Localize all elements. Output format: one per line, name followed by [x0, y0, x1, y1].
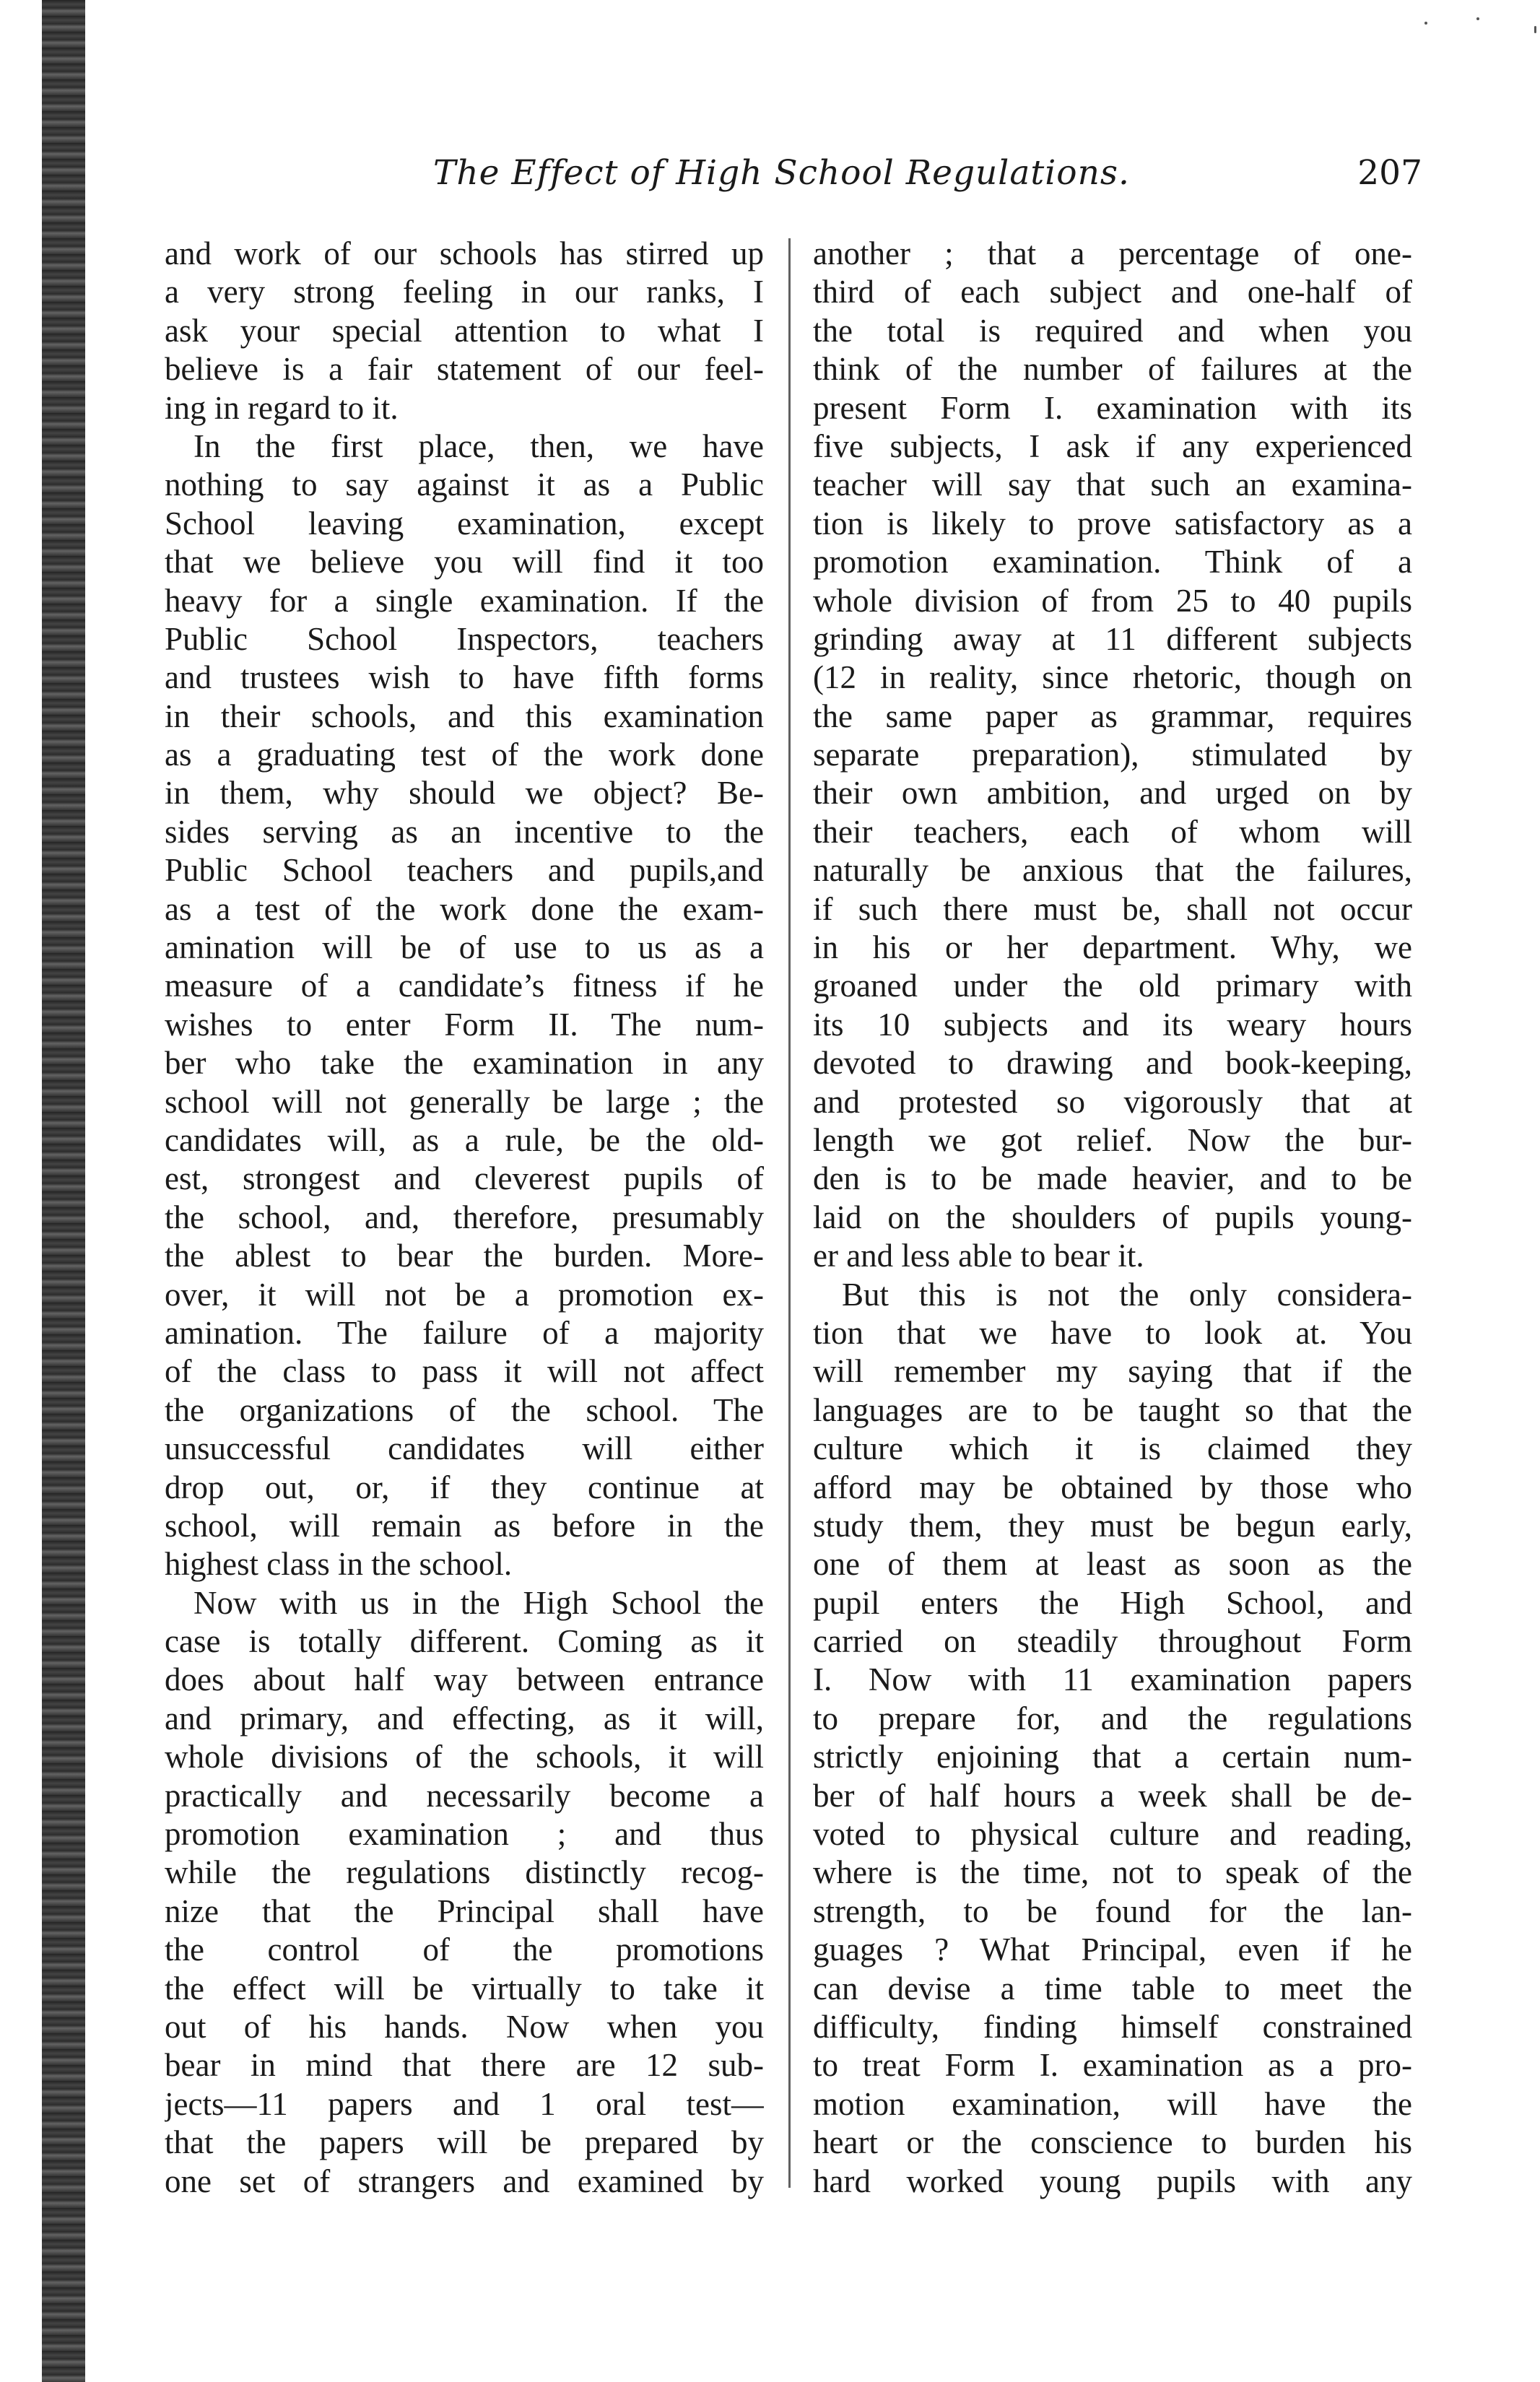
- text-line: does about half way between entrance: [165, 1661, 764, 1698]
- text-line: wishes to enter Form II. The num-: [165, 1006, 764, 1043]
- text-line: amination will be of use to us as a: [165, 929, 764, 966]
- text-line: present Form I. examination with its: [813, 389, 1412, 426]
- text-line: believe is a fair statement of our feel-: [165, 351, 764, 388]
- text-line: ber of half hours a week shall be de-: [813, 1777, 1412, 1814]
- text-line: voted to physical culture and reading,: [813, 1816, 1412, 1853]
- text-line: culture which it is claimed they: [813, 1430, 1412, 1467]
- text-line: in his or her department. Why, we: [813, 929, 1412, 966]
- page-number: 207: [1357, 153, 1422, 193]
- text-line: guages ? What Principal, even if he: [813, 1931, 1412, 1968]
- text-line: case is totally different. Coming as it: [165, 1623, 764, 1660]
- text-line: (12 in reality, since rhetoric, though on: [813, 659, 1412, 696]
- text-line: school, will remain as before in the: [165, 1507, 764, 1544]
- text-line: candidates will, as a rule, be the old-: [165, 1121, 764, 1158]
- running-head-title: The Effect of High School Regulations.: [433, 153, 1130, 193]
- text-line: jects—11 papers and 1 oral test—: [165, 2085, 764, 2122]
- text-line: while the regulations distinctly recog-: [165, 1854, 764, 1891]
- text-line: But this is not the only considera-: [842, 1276, 1412, 1313]
- text-line: carried on steadily throughout Form: [813, 1623, 1412, 1660]
- text-line: if such there must be, shall not occur: [813, 890, 1412, 927]
- text-line: devoted to drawing and book-keeping,: [813, 1045, 1412, 1082]
- text-line: the effect will be virtually to take it: [165, 1970, 764, 2007]
- text-line: teacher will say that such an examina-: [813, 466, 1412, 503]
- text-line: in them, why should we object? Be-: [165, 775, 764, 812]
- text-line: groaned under the old primary with: [813, 968, 1412, 1004]
- text-line: languages are to be taught so that the: [813, 1391, 1412, 1428]
- text-line: whole division of from 25 to 40 pupils: [813, 582, 1412, 619]
- text-line: tion is likely to prove satisfactory as a: [813, 505, 1412, 542]
- text-line: will remember my saying that if the: [813, 1353, 1412, 1390]
- text-line: strength, to be found for the lan-: [813, 1892, 1412, 1929]
- text-line: their teachers, each of whom will: [813, 813, 1412, 850]
- text-line: est, strongest and cleverest pupils of: [165, 1160, 764, 1197]
- left-text-column: [165, 235, 764, 2201]
- text-line: difficulty, finding himself constrained: [813, 2008, 1412, 2045]
- text-line: pupil enters the High School, and: [813, 1584, 1412, 1621]
- text-line: er and less able to bear it.: [813, 1238, 1144, 1274]
- text-line: Now with us in the High School the: [193, 1584, 764, 1621]
- text-line: to prepare for, and the regulations: [813, 1700, 1412, 1736]
- running-head: [433, 153, 1422, 204]
- text-line: a very strong feeling in our ranks, I: [165, 274, 764, 310]
- text-line: amination. The failure of a majority: [165, 1314, 764, 1351]
- text-line: laid on the shoulders of pupils young-: [813, 1199, 1412, 1235]
- text-line: their own ambition, and urged on by: [813, 775, 1412, 812]
- text-line: den is to be made heavier, and to be: [813, 1160, 1412, 1197]
- text-line: third of each subject and one-half of: [813, 274, 1412, 310]
- text-line: the control of the promotions: [165, 1931, 764, 1968]
- text-line: that we believe you will find it too: [165, 544, 764, 581]
- text-line: highest class in the school.: [165, 1546, 513, 1583]
- text-line: nize that the Principal shall have: [165, 1892, 764, 1929]
- text-line: and trustees wish to have fifth forms: [165, 659, 764, 696]
- text-line: the ablest to bear the burden. More-: [165, 1238, 764, 1274]
- text-line: promotion examination ; and thus: [165, 1816, 764, 1853]
- text-line: to treat Form I. examination as a pro-: [813, 2047, 1412, 2084]
- text-line: another ; that a percentage of one-: [813, 235, 1412, 271]
- text-line: naturally be anxious that the failures,: [813, 852, 1412, 889]
- text-line: the organizations of the school. The: [165, 1391, 764, 1428]
- text-line: ask your special attention to what I: [165, 312, 764, 349]
- text-line: and protested so vigorously that at: [813, 1083, 1412, 1120]
- text-line: motion examination, will have the: [813, 2085, 1412, 2122]
- text-line: grinding away at 11 different subjects: [813, 620, 1412, 657]
- right-text-column: [813, 235, 1412, 2201]
- text-line: strictly enjoining that a certain num-: [813, 1739, 1412, 1775]
- text-line: length we got relief. Now the bur-: [813, 1121, 1412, 1158]
- text-line: ing in regard to it.: [165, 389, 399, 426]
- text-line: one of them at least as soon as the: [813, 1546, 1412, 1583]
- text-line: over, it will not be a promotion ex-: [165, 1276, 764, 1313]
- text-line: the same paper as grammar, requires: [813, 697, 1412, 734]
- text-line: Public School Inspectors, teachers: [165, 620, 764, 657]
- text-line: nothing to say against it as a Public: [165, 466, 764, 503]
- text-line: measure of a candidate’s fitness if he: [165, 968, 764, 1004]
- text-line: afford may be obtained by those who: [813, 1469, 1412, 1505]
- text-line: where is the time, not to speak of the: [813, 1854, 1412, 1891]
- text-line: tion that we have to look at. You: [813, 1314, 1412, 1351]
- text-line: that the papers will be prepared by: [165, 2124, 764, 2161]
- text-line: the school, and, therefore, presumably: [165, 1199, 764, 1235]
- text-line: drop out, or, if they continue at: [165, 1469, 764, 1505]
- text-line: five subjects, I ask if any experienced: [813, 427, 1412, 464]
- text-line: in their schools, and this examination: [165, 697, 764, 734]
- column-divider: [788, 238, 791, 2188]
- text-line: I. Now with 11 examination papers: [813, 1661, 1412, 1698]
- text-line: bear in mind that there are 12 sub-: [165, 2047, 764, 2084]
- text-line: think of the number of failures at the: [813, 351, 1412, 388]
- text-line: practically and necessarily become a: [165, 1777, 764, 1814]
- text-line: promotion examination. Think of a: [813, 544, 1412, 581]
- text-line: of the class to pass it will not affect: [165, 1353, 764, 1390]
- text-line: as a test of the work done the exam-: [165, 890, 764, 927]
- text-line: and work of our schools has stirred up: [165, 235, 764, 271]
- text-line: study them, they must be begun early,: [813, 1507, 1412, 1544]
- text-line: whole divisions of the schools, it will: [165, 1739, 764, 1775]
- scan-specks: [1251, 14, 1540, 43]
- text-line: one set of strangers and examined by: [165, 2163, 764, 2199]
- text-line: In the first place, then, we have: [193, 427, 764, 464]
- text-line: heavy for a single examination. If the: [165, 582, 764, 619]
- text-line: School leaving examination, except: [165, 505, 764, 542]
- text-line: ber who take the examination in any: [165, 1045, 764, 1082]
- text-line: hard worked young pupils with any: [813, 2163, 1412, 2199]
- text-line: sides serving as an incentive to the: [165, 813, 764, 850]
- text-line: separate preparation), stimulated by: [813, 736, 1412, 773]
- text-line: and primary, and effecting, as it will,: [165, 1700, 764, 1736]
- text-line: as a graduating test of the work done: [165, 736, 764, 773]
- text-line: school will not generally be large ; the: [165, 1083, 764, 1120]
- text-line: its 10 subjects and its weary hours: [813, 1006, 1412, 1043]
- text-line: can devise a time table to meet the: [813, 1970, 1412, 2007]
- text-line: out of his hands. Now when you: [165, 2008, 764, 2045]
- text-line: heart or the conscience to burden his: [813, 2124, 1412, 2161]
- text-line: unsuccessful candidates will either: [165, 1430, 764, 1467]
- text-line: Public School teachers and pupils,and: [165, 852, 764, 889]
- page-binding-edge: [42, 0, 85, 2382]
- text-line: the total is required and when you: [813, 312, 1412, 349]
